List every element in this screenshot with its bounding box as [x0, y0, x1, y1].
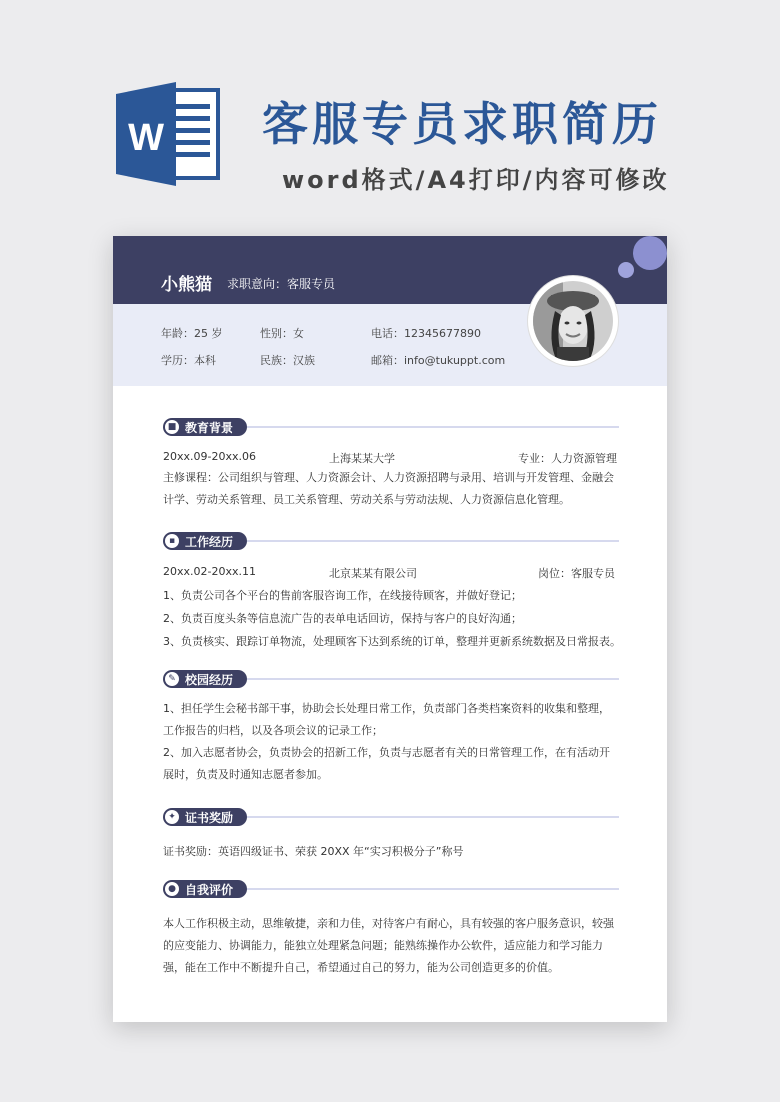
edu-school: 上海某某大学 — [329, 452, 395, 465]
self-eval-text: 本人工作积极主动，思维敏捷，亲和力佳，对待客户有耐心，具有较强的客户服务意识，较强的应变能力、协调能力，能独立处理紧急问题；能熟练操作办公软件，适应能力和学习能力强，能在工作中不断提升自己，希望通过自己的努力，能为公司创造更多的价值。 — [163, 917, 614, 974]
section-divider — [247, 540, 619, 542]
info-ethnicity: 民族：汉族 — [260, 354, 315, 367]
section-campus-header — [163, 670, 619, 688]
info-phone: 电话：12345677890 — [371, 327, 481, 340]
section-self-eval-pill — [163, 880, 247, 898]
campus-item: 1、担任学生会秘书部干事，协助会长处理日常工作，负责部门各类档案资料的收集和整理，工作报告的归档，以及各项会议的记录工作； — [163, 702, 610, 737]
word-logo-icon — [114, 80, 222, 188]
section-divider — [247, 816, 619, 818]
work-item: 2、负责百度头条等信息流广告的表单电话回访，保持与客户的良好沟通； — [163, 612, 522, 625]
campus-item: 2、加入志愿者协会，负责协会的招新工作，负责与志愿者有关的日常管理工作，在有活动开展时，负责及时通知志愿者参加。 — [163, 746, 610, 781]
award-icon: ✦ — [165, 810, 179, 824]
info-education: 学历：本科 — [161, 354, 216, 367]
section-certificates-pill — [163, 808, 247, 826]
avatar-photo — [528, 276, 618, 366]
job-intent: 求职意向：客服专员 — [227, 277, 336, 291]
user-icon: ● — [165, 882, 179, 896]
section-self-eval-title: 自我评价 — [185, 883, 234, 897]
work-position: 岗位：客服专员 — [538, 567, 615, 580]
section-self-eval-header — [163, 880, 619, 898]
work-item: 1、负责公司各个平台的售前客服咨询工作，在线接待顾客，并做好登记； — [163, 589, 522, 602]
section-divider — [247, 426, 619, 428]
section-work-title: 工作经历 — [185, 535, 234, 549]
certificates-text: 证书奖励：英语四级证书、荣获 20XX 年“实习积极分子”称号 — [163, 845, 464, 858]
info-email: 邮箱：info@tukuppt.com — [371, 354, 506, 367]
banner-subtitle: word格式/A4打印/内容可修改 — [282, 166, 670, 194]
work-company: 北京某某有限公司 — [329, 567, 417, 580]
section-education-pill — [163, 418, 247, 436]
resume-sheet — [113, 236, 667, 1022]
book-icon: ■ — [165, 420, 179, 434]
edu-major: 专业：人力资源管理 — [518, 452, 617, 465]
candidate-name: 小熊猫 — [161, 275, 212, 295]
info-age: 年龄：25 岁 — [161, 327, 223, 340]
decor-circle-small — [618, 262, 634, 278]
work-period: 20xx.02-20xx.11 — [163, 565, 256, 578]
section-campus-pill — [163, 670, 247, 688]
section-education-header — [163, 418, 619, 436]
section-certificates-header — [163, 808, 619, 826]
decor-circle-large — [633, 236, 667, 270]
section-divider — [247, 678, 619, 680]
work-item: 3、负责核实、跟踪订单物流，处理顾客下达到系统的订单，整理并更新系统数据及日常报表。 — [163, 635, 621, 648]
pencil-icon: ✎ — [165, 672, 179, 686]
section-education-title: 教育背景 — [185, 421, 234, 435]
info-gender: 性别：女 — [260, 327, 304, 340]
section-work-header — [163, 532, 619, 550]
section-certificates-title: 证书奖励 — [185, 811, 234, 825]
edu-courses: 主修课程：公司组织与管理、人力资源会计、人力资源招聘与录用、培训与开发管理、金融会计学、劳动关系管理、员工关系管理、劳动关系与劳动法规、人力资源信息化管理。 — [163, 471, 614, 506]
section-work-pill — [163, 532, 247, 550]
word-logo-letter: W — [128, 117, 164, 159]
banner-title: 客服专员求职简历 — [262, 97, 662, 151]
briefcase-icon: ▪ — [165, 534, 179, 548]
section-divider — [247, 888, 619, 890]
section-campus-title: 校园经历 — [185, 673, 234, 687]
edu-period: 20xx.09-20xx.06 — [163, 450, 256, 463]
